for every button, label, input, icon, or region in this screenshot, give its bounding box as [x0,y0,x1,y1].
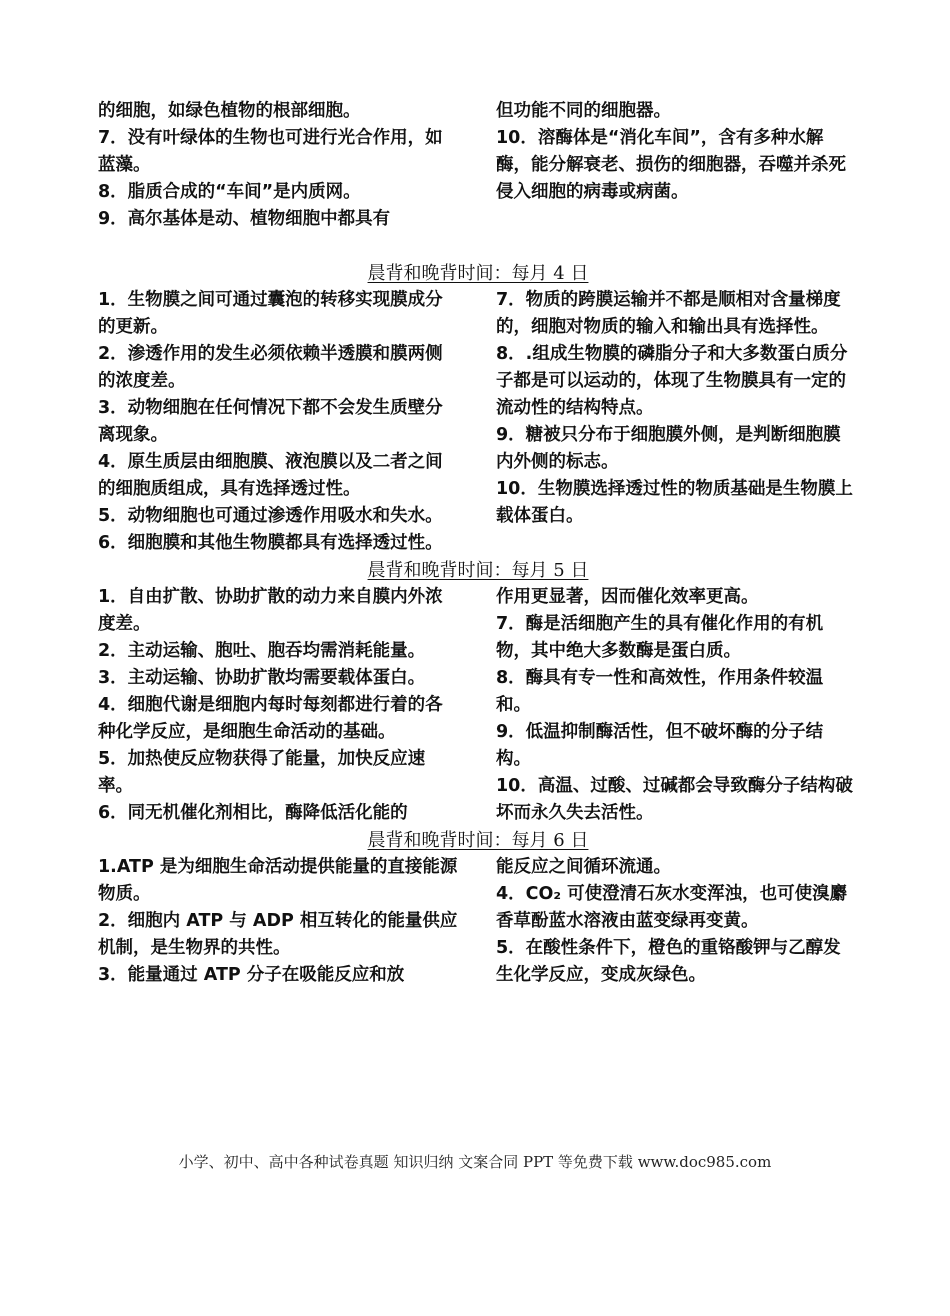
right-column [496,854,858,989]
item: 2．主动运输、胞吐、胞吞均需消耗能量。 [98,641,426,661]
item: 8．.组成生物膜的磷脂分子和大多数蛋白质分子都是可以运动的，体现了生物膜具有一定的流动性的结构特点。 [496,344,848,418]
item: 作用更显著，因而催化效率更高。 [496,587,759,607]
item: 6．细胞膜和其他生物膜都具有选择透过性。 [98,533,443,553]
item: 7．没有叶绿体的生物也可进行光合作用，如蓝藻。 [98,128,443,175]
left-column [98,287,460,557]
section-heading: 晨背和晚背时间：每月 6 日 [367,830,589,851]
item: 5．加热使反应物获得了能量，加快反应速率。 [98,749,426,796]
section-3 [98,854,858,989]
item: 的细胞，如绿色植物的根部细胞。 [98,101,361,121]
item: 5．动物细胞也可通过渗透作用吸水和失水。 [98,506,443,526]
right-column [496,98,858,233]
item: 10．溶酶体是“消化车间”，含有多种水解酶，能分解衰老、损伤的细胞器，吞噬并杀死侵入细胞的病毒或病菌。 [496,128,846,202]
right-column [496,287,858,557]
item: 7．酶是活细胞产生的具有催化作用的有机物，其中绝大多数酶是蛋白质。 [496,614,824,661]
item: 4．CO₂ 可使澄清石灰水变浑浊，也可使溴麝香草酚蓝水溶液由蓝变绿再变黄。 [496,884,848,931]
item: 3．主动运输、协助扩散均需要载体蛋白。 [98,668,426,688]
section-heading: 晨背和晚背时间：每月 5 日 [367,560,589,581]
left-column [98,584,460,827]
item: 1．生物膜之间可通过囊泡的转移实现膜成分的更新。 [98,290,443,337]
item: 6．同无机催化剂相比，酶降低活化能的 [98,803,408,823]
item: 2．渗透作用的发生必须依赖半透膜和膜两侧的浓度差。 [98,344,443,391]
item: 3．能量通过 ATP 分子在吸能反应和放 [98,965,405,985]
section-0 [98,98,858,233]
page-footer: 小学、初中、高中各种试卷真题 知识归纳 文案合同 PPT 等免费下载 www.doc985.com [178,1153,772,1171]
left-column [98,98,460,233]
item: 10．高温、过酸、过碱都会导致酶分子结构破坏而永久失去活性。 [496,776,853,823]
item: 9．低温抑制酶活性，但不破坏酶的分子结构。 [496,722,824,769]
item: 1.ATP 是为细胞生命活动提供能量的直接能源物质。 [98,857,458,904]
item: 9．高尔基体是动、植物细胞中都具有 [98,209,391,229]
section-2 [98,584,858,827]
item: 3．动物细胞在任何情况下都不会发生质壁分离现象。 [98,398,443,445]
section-1 [98,287,858,557]
item: 8．酶具有专一性和高效性，作用条件较温和。 [496,668,824,715]
page-content [98,98,858,989]
item: 8．脂质合成的“车间”是内质网。 [98,182,361,202]
item: 2．细胞内 ATP 与 ADP 相互转化的能量供应机制，是生物界的共性。 [98,911,458,958]
item: 但功能不同的细胞器。 [496,101,671,121]
section-heading: 晨背和晚背时间：每月 4 日 [367,263,589,284]
item: 5．在酸性条件下，橙色的重铬酸钾与乙醇发生化学反应，变成灰绿色。 [496,938,841,985]
left-column [98,854,460,989]
right-column [496,584,858,827]
item: 4．细胞代谢是细胞内每时每刻都进行着的各种化学反应，是细胞生命活动的基础。 [98,695,443,742]
item: 4．原生质层由细胞膜、液泡膜以及二者之间的细胞质组成，具有选择透过性。 [98,452,443,499]
item: 1．自由扩散、协助扩散的动力来自膜内外浓度差。 [98,587,443,634]
item: 能反应之间循环流通。 [496,857,671,877]
item: 10．生物膜选择透过性的物质基础是生物膜上载体蛋白。 [496,479,853,526]
item: 9．糖被只分布于细胞膜外侧，是判断细胞膜内外侧的标志。 [496,425,841,472]
item: 7．物质的跨膜运输并不都是顺相对含量梯度的，细胞对物质的输入和输出具有选择性。 [496,290,841,337]
